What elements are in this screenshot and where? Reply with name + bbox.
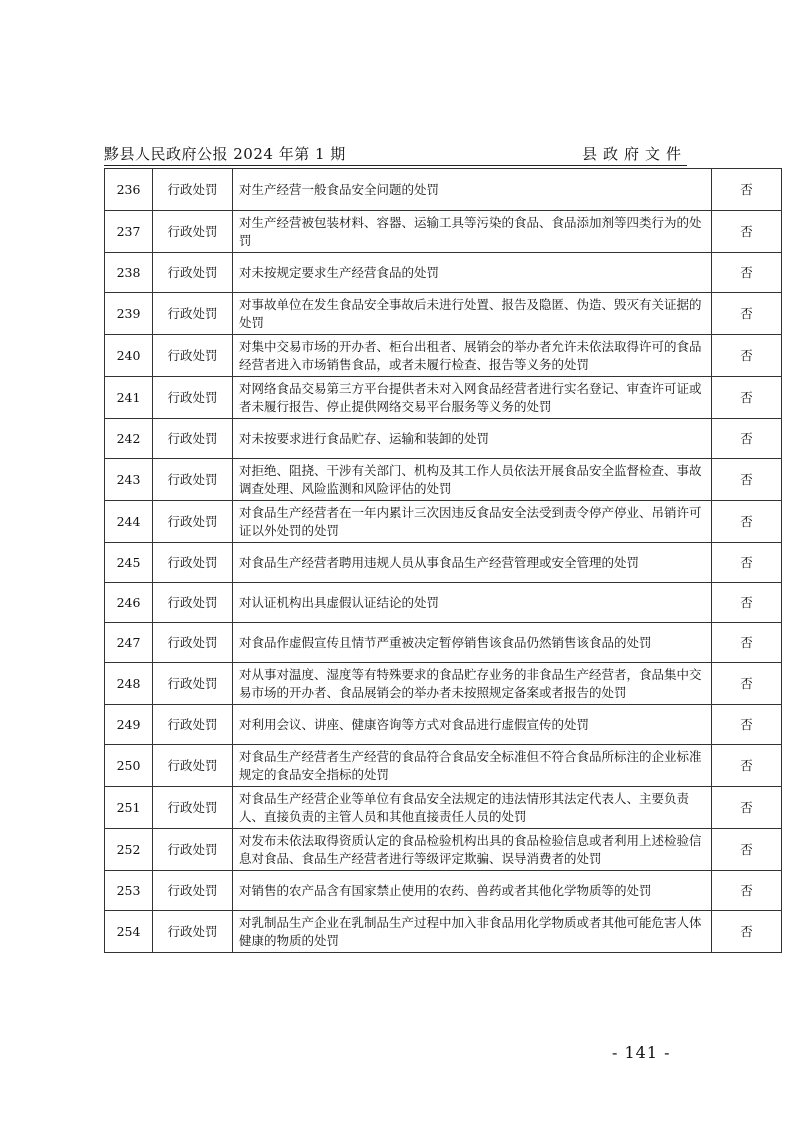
item-flag: 否 (712, 459, 782, 501)
item-type: 行政处罚 (153, 419, 233, 459)
item-type: 行政处罚 (153, 829, 233, 871)
item-description: 对生产经营被包装材料、容器、运输工具等污染的食品、食品添加剂等四类行为的处罚 (233, 211, 712, 253)
item-type: 行政处罚 (153, 253, 233, 293)
item-type: 行政处罚 (153, 335, 233, 377)
item-number: 241 (105, 377, 153, 419)
item-flag: 否 (712, 745, 782, 787)
item-number: 242 (105, 419, 153, 459)
item-description: 对集中交易市场的开办者、柜台出租者、展销会的举办者允许未依法取得许可的食品经营者进入市场销售食品，或者未履行检查、报告等义务的处罚 (233, 335, 712, 377)
item-flag: 否 (712, 169, 782, 211)
page-number: - 141 - (612, 1043, 671, 1062)
item-flag: 否 (712, 335, 782, 377)
item-number: 240 (105, 335, 153, 377)
item-description: 对从事对温度、湿度等有特殊要求的食品贮存业务的非食品生产经营者，食品集中交易市场的开办者、食品展销会的举办者未按照规定备案或者报告的处罚 (233, 663, 712, 705)
item-number: 249 (105, 705, 153, 745)
table-row (105, 911, 782, 953)
table-row (105, 871, 782, 911)
item-flag: 否 (712, 253, 782, 293)
table-row (105, 377, 782, 419)
header-rule (104, 165, 687, 166)
table-row (105, 253, 782, 293)
table-row (105, 623, 782, 663)
table-row (105, 211, 782, 253)
item-type: 行政处罚 (153, 459, 233, 501)
item-type: 行政处罚 (153, 211, 233, 253)
item-type: 行政处罚 (153, 705, 233, 745)
item-flag: 否 (712, 623, 782, 663)
item-description: 对事故单位在发生食品安全事故后未进行处置、报告及隐匿、伪造、毁灭有关证据的处罚 (233, 293, 712, 335)
item-flag: 否 (712, 663, 782, 705)
item-flag: 否 (712, 787, 782, 829)
item-description: 对乳制品生产企业在乳制品生产过程中加入非食品用化学物质或者其他可能危害人体健康的物质的处罚 (233, 911, 712, 953)
item-flag: 否 (712, 419, 782, 459)
item-description: 对销售的农产品含有国家禁止使用的农药、兽药或者其他化学物质等的处罚 (233, 871, 712, 911)
table-row (105, 501, 782, 543)
table-row (105, 293, 782, 335)
item-description: 对网络食品交易第三方平台提供者未对入网食品经营者进行实名登记、审查许可证或者未履行报告、停止提供网络交易平台服务等义务的处罚 (233, 377, 712, 419)
item-number: 236 (105, 169, 153, 211)
item-number: 237 (105, 211, 153, 253)
item-description: 对食品生产经营者聘用违规人员从事食品生产经营管理或安全管理的处罚 (233, 543, 712, 583)
table-row (105, 335, 782, 377)
item-description: 对认证机构出具虚假认证结论的处罚 (233, 583, 712, 623)
item-type: 行政处罚 (153, 501, 233, 543)
item-number: 246 (105, 583, 153, 623)
table-row (105, 459, 782, 501)
penalty-table (104, 168, 782, 953)
table-row (105, 663, 782, 705)
item-type: 行政处罚 (153, 787, 233, 829)
item-number: 245 (105, 543, 153, 583)
item-number: 243 (105, 459, 153, 501)
gazette-title: 黟县人民政府公报 2024 年第 1 期 (104, 145, 346, 163)
item-flag: 否 (712, 871, 782, 911)
table-row (105, 583, 782, 623)
item-type: 行政处罚 (153, 663, 233, 705)
item-flag: 否 (712, 211, 782, 253)
table-row (105, 543, 782, 583)
item-type: 行政处罚 (153, 583, 233, 623)
item-type: 行政处罚 (153, 871, 233, 911)
item-description: 对未按要求进行食品贮存、运输和装卸的处罚 (233, 419, 712, 459)
item-description: 对生产经营一般食品安全问题的处罚 (233, 169, 712, 211)
item-flag: 否 (712, 911, 782, 953)
item-description: 对食品生产经营者在一年内累计三次因违反食品安全法受到责令停产停业、吊销许可证以外处罚的处罚 (233, 501, 712, 543)
table-row (105, 745, 782, 787)
item-flag: 否 (712, 583, 782, 623)
item-type: 行政处罚 (153, 543, 233, 583)
section-title: 县政府文件 (581, 145, 687, 163)
item-number: 244 (105, 501, 153, 543)
item-number: 239 (105, 293, 153, 335)
item-type: 行政处罚 (153, 293, 233, 335)
item-number: 238 (105, 253, 153, 293)
item-description: 对食品作虚假宣传且情节严重被决定暂停销售该食品仍然销售该食品的处罚 (233, 623, 712, 663)
item-number: 253 (105, 871, 153, 911)
item-number: 252 (105, 829, 153, 871)
item-flag: 否 (712, 293, 782, 335)
item-number: 251 (105, 787, 153, 829)
item-type: 行政处罚 (153, 169, 233, 211)
item-description: 对食品生产经营企业等单位有食品安全法规定的违法情形其法定代表人、主要负责人、直接负责的主管人员和其他直接责任人员的处罚 (233, 787, 712, 829)
item-flag: 否 (712, 377, 782, 419)
item-type: 行政处罚 (153, 745, 233, 787)
item-description: 对未按规定要求生产经营食品的处罚 (233, 253, 712, 293)
item-number: 248 (105, 663, 153, 705)
item-flag: 否 (712, 829, 782, 871)
table-row (105, 169, 782, 211)
item-flag: 否 (712, 543, 782, 583)
table-row (105, 419, 782, 459)
item-description: 对利用会议、讲座、健康咨询等方式对食品进行虚假宣传的处罚 (233, 705, 712, 745)
item-number: 254 (105, 911, 153, 953)
item-flag: 否 (712, 705, 782, 745)
item-flag: 否 (712, 501, 782, 543)
item-type: 行政处罚 (153, 623, 233, 663)
table-row (105, 705, 782, 745)
item-type: 行政处罚 (153, 911, 233, 953)
item-description: 对发布未依法取得资质认定的食品检验机构出具的食品检验信息或者利用上述检验信息对食品、食品生产经营者进行等级评定欺骗、误导消费者的处罚 (233, 829, 712, 871)
item-description: 对食品生产经营者生产经营的食品符合食品安全标准但不符合食品所标注的企业标准规定的食品安全指标的处罚 (233, 745, 712, 787)
table-row (105, 829, 782, 871)
item-number: 247 (105, 623, 153, 663)
table-row (105, 787, 782, 829)
item-type: 行政处罚 (153, 377, 233, 419)
page-header (104, 139, 687, 165)
item-number: 250 (105, 745, 153, 787)
item-description: 对拒绝、阻挠、干涉有关部门、机构及其工作人员依法开展食品安全监督检查、事故调查处理、风险监测和风险评估的处罚 (233, 459, 712, 501)
